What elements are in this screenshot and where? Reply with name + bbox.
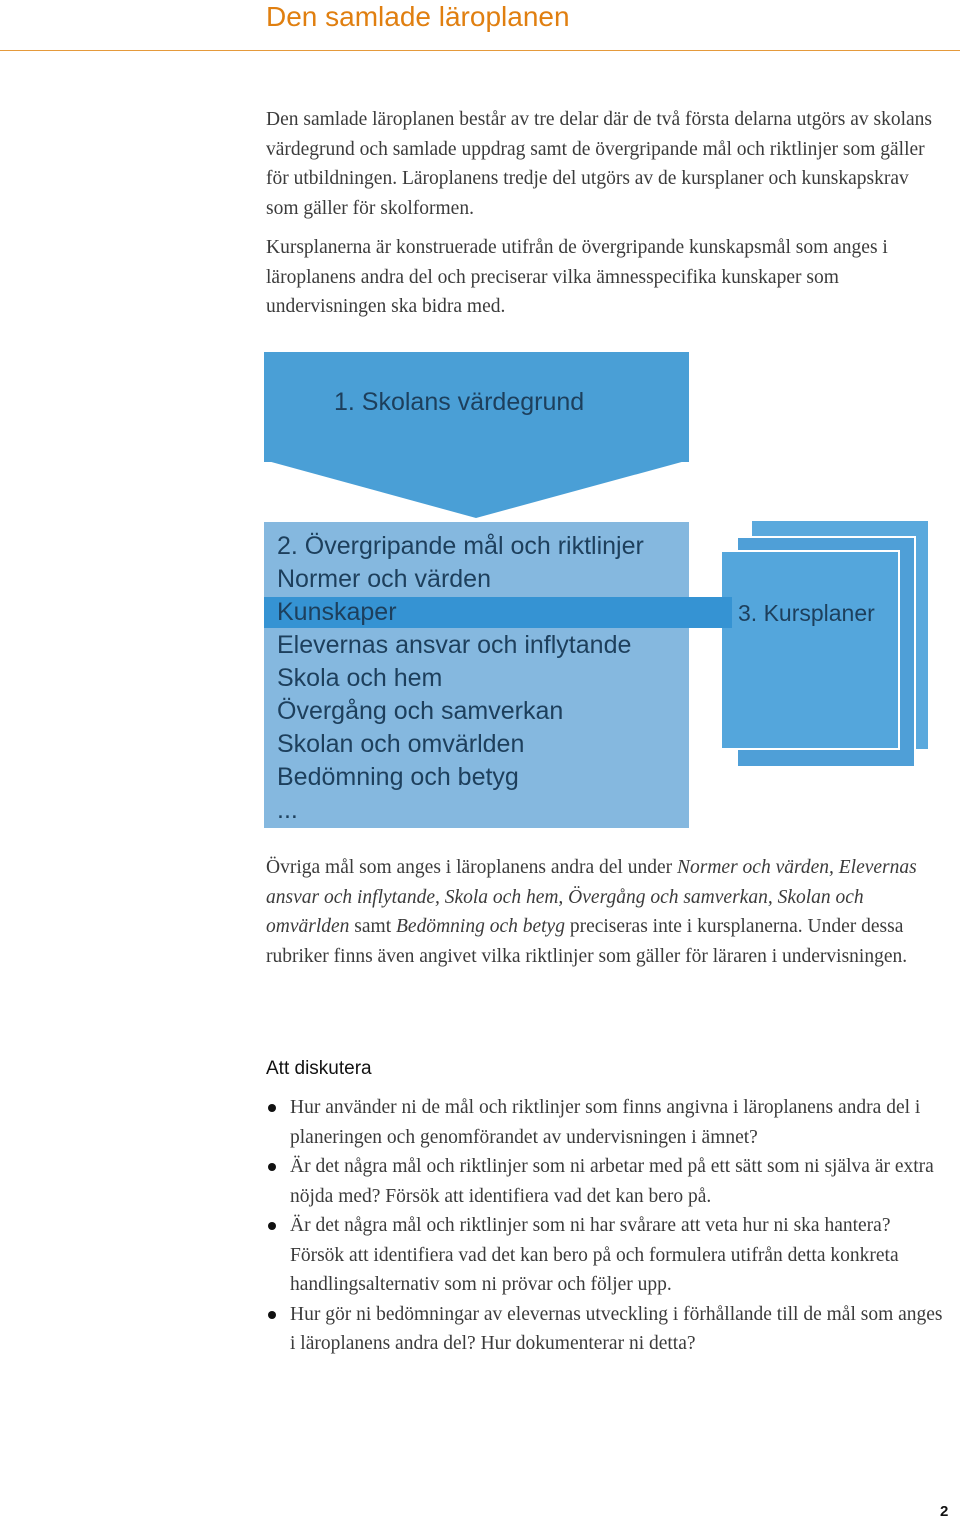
down-arrow-icon — [264, 460, 689, 518]
part2-item: Skolan och omvärlden — [277, 730, 525, 758]
followup-text-2: samt — [349, 916, 396, 937]
list-item — [266, 1300, 946, 1359]
part2-item: Bedömning och betyg — [277, 763, 519, 791]
part1-box — [264, 352, 689, 462]
list-item — [266, 1093, 946, 1152]
part2-item: 2. Övergripande mål och riktlinjer — [277, 532, 644, 560]
part2-item: Kunskaper — [277, 598, 397, 626]
page-number: 2 — [940, 1503, 949, 1520]
list-item-text: Hur använder ni de mål och riktlinjer som finns angivna i läroplanens andra del i planeringen och genomförandet av undervisningen i ämnet? — [290, 1097, 921, 1148]
intro-paragraph-2: Kursplanerna är konstruerade utifrån de övergripande kunskapsmål som anges i läroplanens andra del och preciserar vilka ämnesspecifika kunskaper som undervisningen ska bidra med. — [266, 237, 888, 317]
bullet-icon — [268, 1104, 276, 1112]
part3-label: 3. Kursplaner — [738, 600, 875, 626]
curriculum-diagram — [262, 352, 942, 830]
bullet-icon — [268, 1163, 276, 1171]
discuss-heading: Att diskutera — [266, 1058, 372, 1079]
list-item-text: Är det några mål och riktlinjer som ni har svårare att veta hur ni ska hantera? Försök att identifiera vad det kan bero på och formulera utifrån detta konkreta handlingsalternativ som ni prövar och följer upp. — [290, 1215, 899, 1295]
followup-text-3: preciseras inte i kursplanerna. Under dessa rubriker finns även angivet vilka riktlinjer som gäller för läraren i undervisningen. — [266, 916, 908, 967]
part2-item: Normer och värden — [277, 565, 491, 593]
kursplan-sheet-front — [720, 550, 900, 750]
bullet-icon — [268, 1222, 276, 1230]
followup-paragraph — [266, 853, 938, 971]
part2-item: ... — [277, 796, 298, 824]
list-item — [266, 1152, 946, 1211]
intro-paragraph-1: Den samlade läroplanen består av tre delar där de två första delarna utgörs av skolans värdegrund och samlade uppdrag samt de övergripande mål och riktlinjer som gäller för utbildningen. Läroplanens tredje del utgörs av de kursplaner och kunskapskrav som gäller för skolformen. — [266, 109, 932, 219]
part2-item: Övergång och samverkan — [277, 697, 564, 725]
list-item — [266, 1211, 946, 1300]
bullet-icon — [268, 1311, 276, 1319]
followup-italic-2: Bedömning och betyg — [396, 916, 565, 937]
part2-list — [277, 530, 644, 827]
page-header — [0, 0, 960, 51]
list-item-text: Är det några mål och riktlinjer som ni arbetar med på ett sätt som ni själva är extra nöjda med? Försök att identifiera vad det kan bero på. — [290, 1156, 934, 1207]
list-item-text: Hur gör ni bedömningar av elevernas utveckling i förhållande till de mål som anges i läroplanens andra del? Hur dokumenterar ni detta? — [290, 1303, 943, 1354]
page-title: Den samlade läroplanen — [266, 1, 570, 32]
followup-italic-1: Normer och värden, Elevernas ansvar och inflytande, Skola och hem, Övergång och samverkan, Skolan och omvärlden — [266, 857, 917, 937]
followup-text-1: Övriga mål som anges i läroplanens andra del under — [266, 857, 677, 878]
discuss-list — [266, 1093, 946, 1359]
part2-item: Elevernas ansvar och inflytande — [277, 631, 632, 659]
part2-item: Skola och hem — [277, 664, 443, 692]
part1-label: 1. Skolans värdegrund — [334, 388, 585, 416]
